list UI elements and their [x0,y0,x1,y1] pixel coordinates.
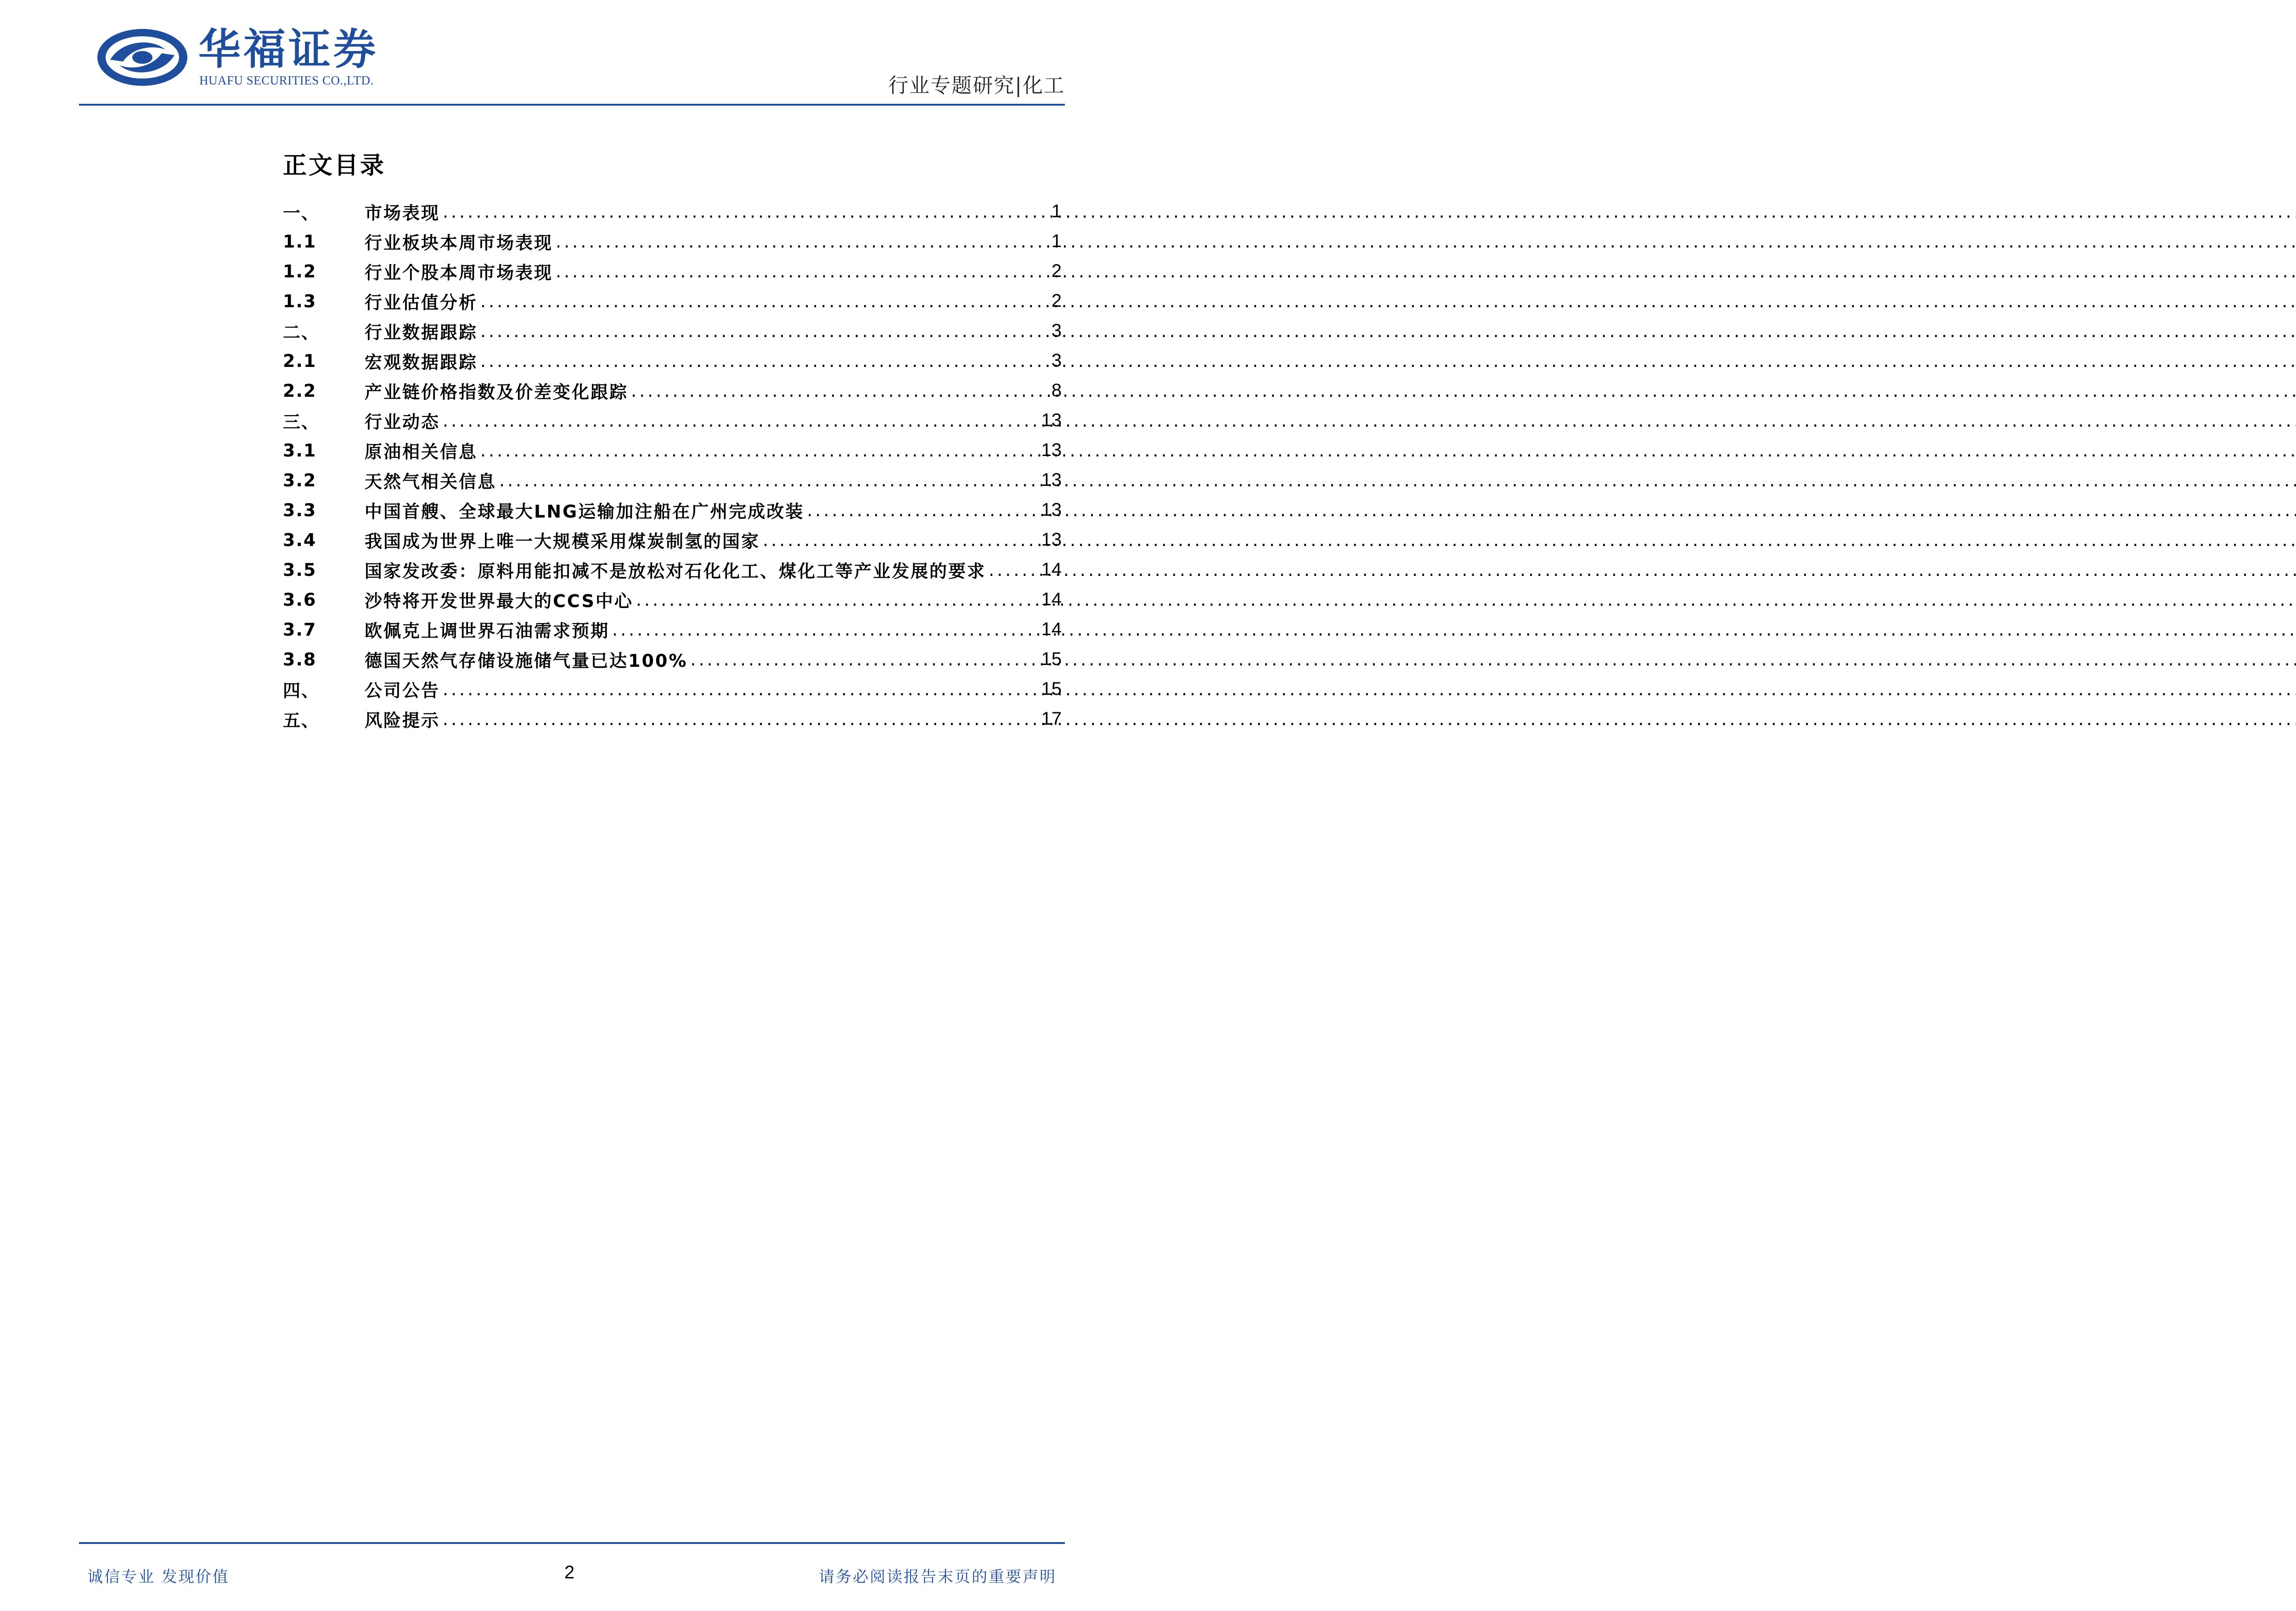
toc-entry-title: 中国首艘、全球最大LNG运输加注船在广州完成改装 [365,501,805,522]
toc-entry-number: 3.3 [283,500,317,520]
toc-dot-leader [556,231,1049,252]
toc-entry-number: 三、 [283,412,320,432]
toc-dot-leader [480,440,1038,461]
toc-entry[interactable] [283,525,1062,555]
toc-heading: 正文目录 [283,152,386,180]
toc-entry[interactable] [283,256,1062,286]
toc-entry-page: 14 [1041,619,1062,639]
toc-entry-number: 二、 [283,322,320,343]
toc-entry-title: 沙特将开发世界最大的CCS中心 [365,591,633,611]
toc-entry-page: 14 [1041,589,1062,609]
toc-dot-leader [443,679,1038,699]
toc-dot-leader [443,202,1049,222]
toc-entry[interactable] [283,376,1062,406]
toc-entry-page: 13 [1041,470,1062,490]
toc-entry[interactable] [283,346,1062,376]
toc-entry-page: 13 [1041,410,1062,430]
toc-dot-leader [443,709,1038,729]
toc-entry-page: 3 [1051,321,1062,341]
toc-entry-page: 17 [1041,709,1062,729]
huafu-logo-icon [96,28,188,87]
toc-entry-number: 3.6 [283,589,317,610]
toc-entry-number: 2.2 [283,380,317,401]
toc-entry[interactable] [283,316,1062,346]
toc-dot-leader [807,500,1038,520]
toc-entry-page: 2 [1051,261,1062,281]
report-category: 行业专题研究|化工 [888,74,1065,97]
toc-entry[interactable] [283,465,1062,495]
toc-entry-title: 产业链价格指数及价差变化跟踪 [365,382,629,402]
toc-entry-page: 3 [1051,350,1062,371]
toc-entry-number: 2.1 [283,350,317,371]
toc-entry-number: 3.8 [283,649,317,670]
toc-entry-title: 行业动态 [365,412,440,432]
toc-dot-leader [480,321,1049,341]
toc-entry-title: 行业估值分析 [365,293,478,313]
toc-entry-page: 14 [1041,559,1062,580]
toc-entry-page: 1 [1051,201,1062,221]
toc-dot-leader [636,590,1039,610]
toc-dot-leader [690,649,1038,670]
toc-entry[interactable] [283,644,1062,674]
logo-chinese-name: 华福证券 [198,24,379,74]
toc-entry-number: 四、 [283,681,320,701]
toc-entry-page: 13 [1041,529,1062,550]
toc-entry-number: 3.7 [283,619,317,640]
toc-entry-number: 3.5 [283,559,317,580]
toc-dot-leader [480,351,1049,371]
toc-entry-title: 公司公告 [365,681,440,701]
toc-dot-leader [499,470,1038,490]
toc-entry[interactable] [283,286,1062,316]
toc-entry-title: 天然气相关信息 [365,472,497,492]
toc-entry-page: 13 [1041,440,1062,460]
toc-entry[interactable] [283,555,1062,585]
toc-entry-title: 德国天然气存储设施储气量已达100% [365,651,688,671]
toc-entry[interactable] [283,704,1062,734]
toc-entry[interactable] [283,585,1062,614]
toc-entry-page: 8 [1051,380,1062,400]
toc-entry-page: 15 [1041,649,1062,669]
toc-entry-number: 3.4 [283,529,317,550]
toc-entry-number: 一、 [283,203,320,223]
table-of-contents [283,197,1062,734]
toc-entry-title: 国家发改委：原料用能扣减不是放松对石化化工、煤化工等产业发展的要求 [365,561,986,581]
toc-entry-page: 15 [1041,679,1062,699]
toc-dot-leader [763,530,1038,550]
toc-dot-leader [480,291,1049,311]
toc-entry-title: 行业板块本周市场表现 [365,233,553,253]
toc-entry-title: 市场表现 [365,203,440,223]
toc-entry-number: 五、 [283,710,320,731]
footer-slogan: 诚信专业 发现价值 [87,1568,230,1586]
toc-dot-leader [989,560,1038,580]
toc-entry-number: 1.2 [283,261,317,282]
footer-divider [79,1542,1065,1544]
toc-entry-number: 3.1 [283,440,317,461]
toc-entry[interactable] [283,435,1062,465]
company-logo [96,24,390,93]
toc-entry-number: 1.1 [283,231,317,252]
toc-entry[interactable] [283,674,1062,704]
logo-english-name: HUAFU SECURITIES CO.,LTD. [199,73,374,87]
toc-entry-title: 行业个股本周市场表现 [365,263,553,283]
toc-entry-number: 1.3 [283,291,317,311]
toc-entry-title: 原油相关信息 [365,442,478,462]
page-number: 2 [564,1562,575,1583]
toc-entry-page: 13 [1041,500,1062,520]
toc-dot-leader [443,411,1038,431]
toc-entry[interactable] [283,197,1062,226]
toc-dot-leader [631,381,1049,401]
toc-entry-title: 宏观数据跟踪 [365,352,478,372]
toc-entry-title: 风险提示 [365,710,440,731]
toc-dot-leader [556,261,1049,282]
toc-entry-title: 行业数据跟踪 [365,322,478,343]
footer-disclaimer: 请务必阅读报告末页的重要声明 [819,1568,1057,1586]
toc-entry[interactable] [283,226,1062,256]
toc-entry-page: 1 [1051,231,1062,251]
toc-entry[interactable] [283,406,1062,435]
toc-entry[interactable] [283,614,1062,644]
toc-entry-title: 欧佩克上调世界石油需求预期 [365,621,610,641]
toc-entry[interactable] [283,495,1062,525]
toc-entry-page: 2 [1051,291,1062,311]
header-divider [79,104,1065,106]
toc-entry-title: 我国成为世界上唯一大规模采用煤炭制氢的国家 [365,531,760,552]
toc-dot-leader [612,620,1038,640]
toc-entry-number: 3.2 [283,470,317,490]
